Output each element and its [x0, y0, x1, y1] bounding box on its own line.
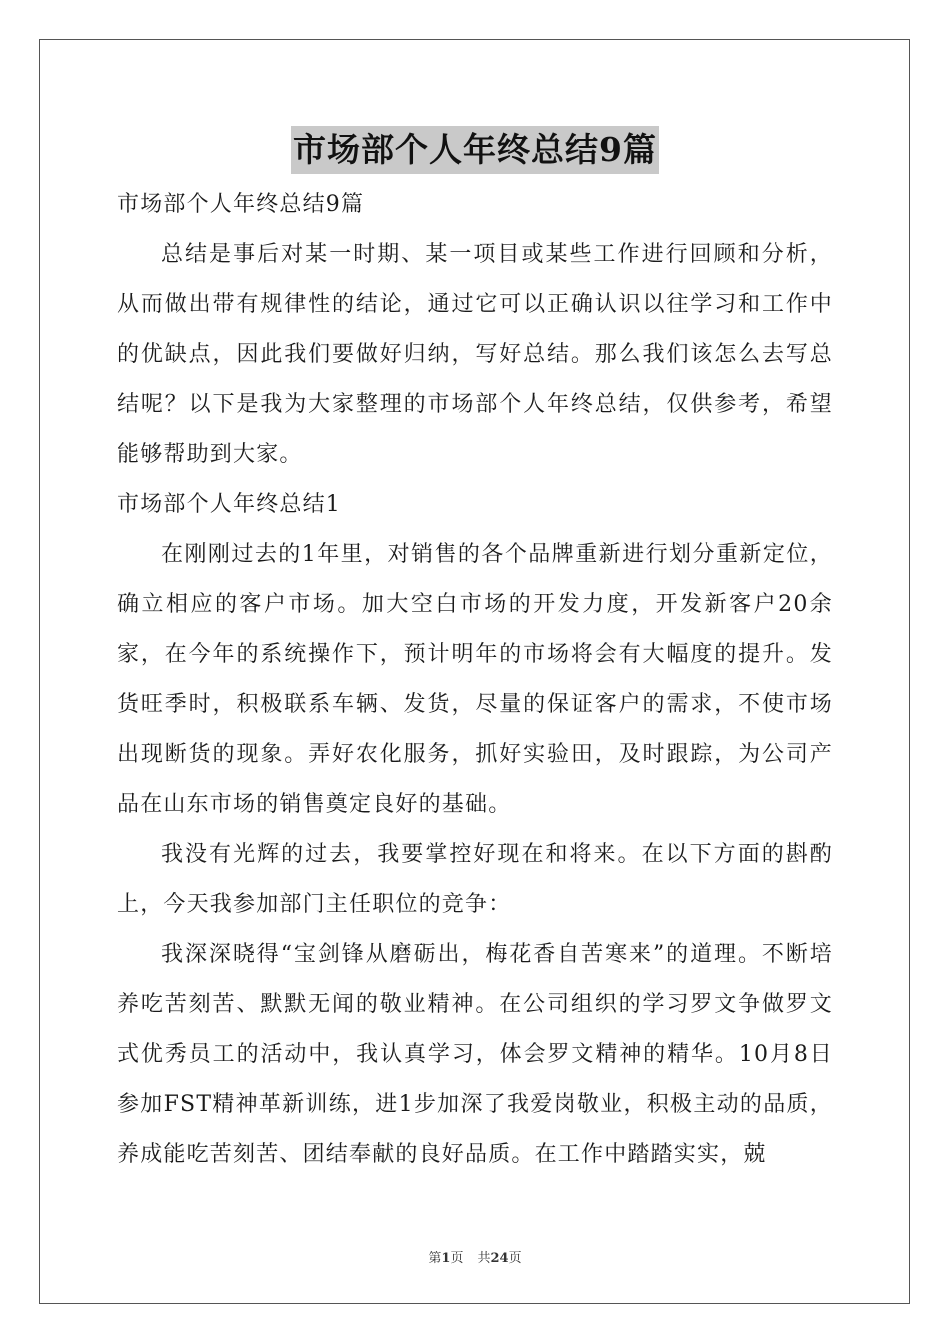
body-paragraph: 在刚刚过去的1年里，对销售的各个品牌重新进行划分重新定位，确立相应的客户市场。加大空白市场的开发力度，开发新客户20余家，在今年的系统操作下，预计明年的市场将会有大幅度的提升。发货旺季时，积极联系车辆、发货，尽量的保证客户的需求，不使市场出现断货的现象。弄好农化服务，抓好实验田，及时跟踪，为公司产品在山东市场的销售奠定良好的基础。	[117, 542, 833, 817]
section-heading: 市场部个人年终总结1	[117, 492, 341, 517]
page-number: 1	[441, 1251, 451, 1266]
body-paragraph: 我深深晓得“宝剑锋从磨砺出，梅花香自苦寒来”的道理。不断培养吃苦刻苦、默默无闻的敬业精神。在公司组织的学习罗文争做罗文式优秀员工的活动中，我认真学习，体会罗文精神的精华。10月8日参加FST精神革新训练，进1步加深了我爱岗敬业，积极主动的品质，养成能吃苦刻苦、团结奉献的良好品质。在工作中踏踏实实，兢	[117, 942, 833, 1167]
document-body	[117, 180, 833, 1180]
page-suffix: 页	[450, 1251, 464, 1266]
title-container	[0, 126, 950, 174]
body-paragraph: 我没有光辉的过去，我要掌控好现在和将来。在以下方面的斟酌上，今天我参加部门主任职位的竞争：	[117, 842, 833, 917]
section-heading: 市场部个人年终总结9篇	[117, 192, 365, 217]
total-suffix: 页	[508, 1251, 522, 1266]
total-pages: 24	[490, 1251, 509, 1266]
page-prefix: 第	[428, 1251, 442, 1266]
page-footer	[0, 1247, 950, 1266]
total-prefix: 共	[477, 1251, 491, 1266]
document-title: 市场部个人年终总结9篇	[291, 126, 659, 174]
body-paragraph: 总结是事后对某一时期、某一项目或某些工作进行回顾和分析，从而做出带有规律性的结论，通过它可以正确认识以往学习和工作中的优缺点，因此我们要做好归纳，写好总结。那么我们该怎么去写总结呢？以下是我为大家整理的市场部个人年终总结，仅供参考，希望能够帮助到大家。	[117, 242, 833, 467]
